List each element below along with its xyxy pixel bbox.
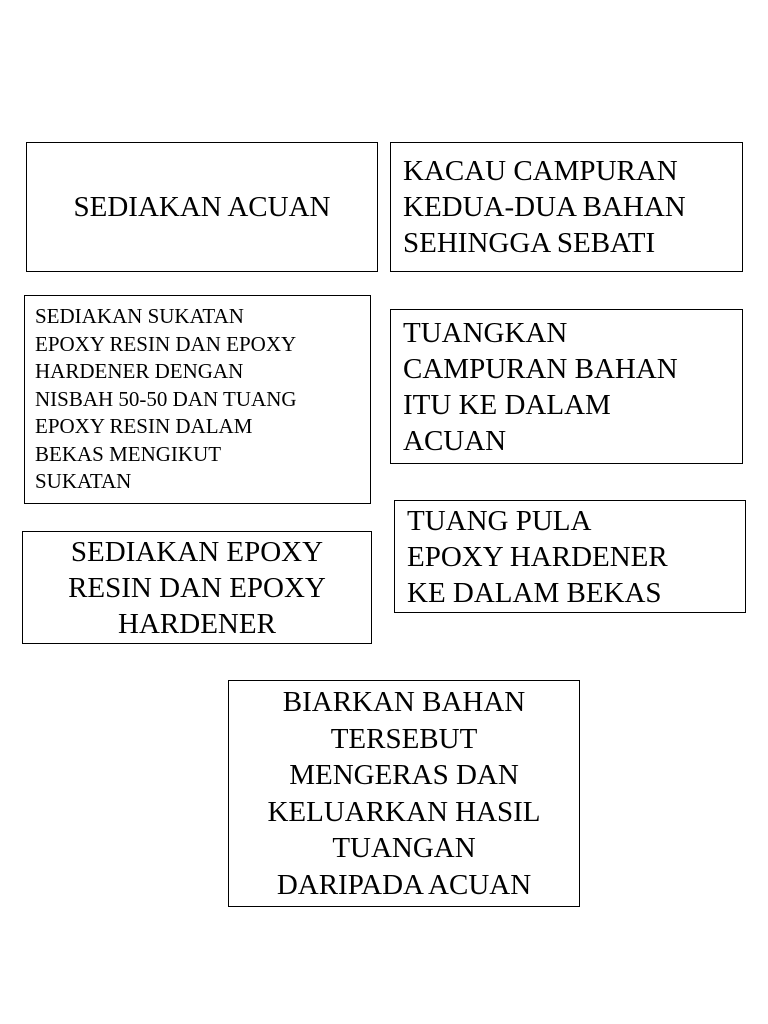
card-line: KELUARKAN HASIL [267, 795, 541, 828]
card-line: ITU KE DALAM [403, 388, 611, 421]
card-line: KE DALAM BEKAS [407, 576, 662, 609]
card-line: RESIN DAN EPOXY [68, 571, 326, 604]
card-line: CAMPURAN BAHAN [403, 352, 678, 385]
card-line: TUANGKAN [403, 316, 568, 349]
card-line: KACAU CAMPURAN [403, 155, 678, 187]
step-card-tuang-pula [394, 500, 746, 613]
card-line: TUANG PULA [407, 504, 592, 537]
step-card-sediakan-acuan [26, 142, 378, 272]
card-line: NISBAH 50-50 DAN TUANG [35, 386, 297, 411]
card-line: EPOXY RESIN DALAM [35, 414, 253, 439]
card-line: SUKATAN [35, 469, 132, 494]
step-card-sediakan-sukatan [24, 295, 371, 504]
card-line: HARDENER [118, 607, 276, 640]
card-line: DARIPADA ACUAN [276, 868, 532, 901]
step-card-kacau-campuran [390, 142, 743, 272]
card-line: SEDIAKAN ACUAN [73, 191, 331, 223]
card-line: HARDENER DENGAN [35, 359, 244, 384]
card-line: EPOXY RESIN DAN EPOXY [35, 331, 297, 356]
step-card-tuangkan [390, 309, 743, 464]
card-line: EPOXY HARDENER [407, 540, 668, 573]
step-card-biarkan [228, 680, 580, 907]
card-line: KEDUA-DUA BAHAN [403, 191, 686, 223]
card-line: SEDIAKAN SUKATAN [35, 304, 244, 329]
card-line: BEKAS MENGIKUT [35, 441, 222, 466]
card-line: ACUAN [403, 424, 507, 457]
card-line: TUANGAN [332, 832, 476, 864]
card-line: SEDIAKAN EPOXY [70, 535, 324, 568]
card-line: BIARKAN BAHAN [282, 686, 526, 718]
card-line: MENGERAS DAN [289, 759, 519, 791]
card-line: TERSEBUT [330, 722, 478, 755]
step-card-sediakan-epoxy [22, 531, 372, 644]
card-line: SEHINGGA SEBATI [403, 227, 656, 259]
